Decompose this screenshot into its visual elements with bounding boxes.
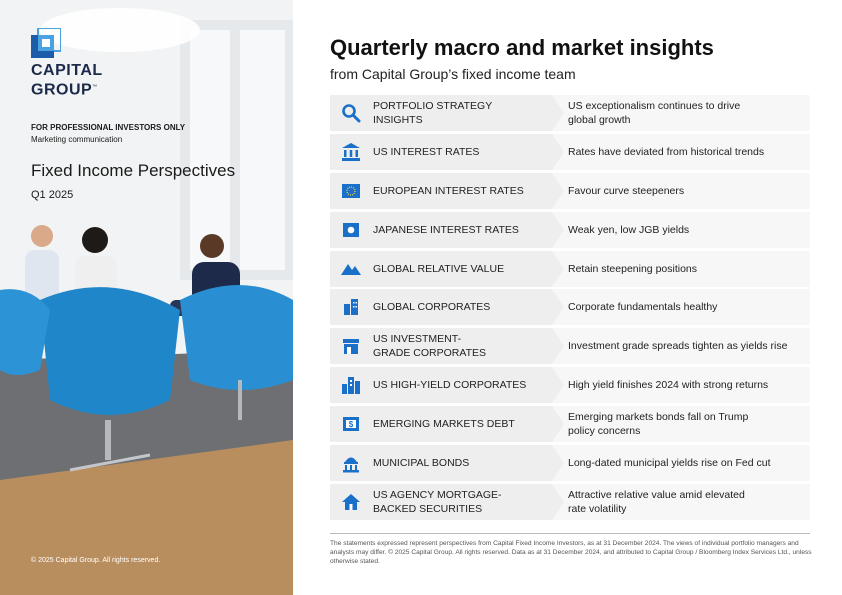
row-insight-cell	[552, 484, 810, 520]
row-label: US HIGH-YIELD CORPORATES	[373, 379, 527, 392]
insight-row-global-relative-value	[330, 251, 810, 287]
row-label: PORTFOLIO STRATEGY INSIGHTS	[373, 100, 493, 126]
row-label: EMERGING MARKETS DEBT	[373, 418, 515, 431]
row-insight-cell	[552, 406, 810, 442]
row-label-cell	[330, 328, 552, 364]
cover-panel	[0, 0, 293, 595]
trademark: ™	[92, 84, 98, 90]
insights-table	[330, 95, 810, 523]
row-insight-cell	[552, 95, 810, 131]
row-insight-cell	[552, 289, 810, 325]
insight-row-global-corporates	[330, 289, 810, 325]
insight-row-municipal-bonds	[330, 445, 810, 481]
eu-flag-icon	[341, 181, 361, 201]
row-label-cell	[330, 289, 552, 325]
capital-group-logo	[31, 28, 141, 98]
row-insight: Investment grade spreads tighten as yields rise	[568, 340, 788, 353]
row-label-cell	[330, 173, 552, 209]
row-insight-cell	[552, 445, 810, 481]
insight-row-us-investment-grade	[330, 328, 810, 364]
japan-flag-icon	[341, 220, 361, 240]
row-insight: High yield finishes 2024 with strong returns	[568, 379, 769, 392]
row-label: US INTEREST RATES	[373, 145, 480, 158]
row-label-cell	[330, 367, 552, 403]
insight-row-portfolio-strategy	[330, 95, 810, 131]
insight-row-us-interest-rates	[330, 134, 810, 170]
row-insight: Emerging markets bonds fall on Trump policy concerns	[568, 411, 749, 438]
magnifier-icon	[341, 103, 361, 123]
cover-copyright: © 2025 Capital Group. All rights reserved.	[31, 557, 161, 564]
bank-icon	[341, 142, 361, 162]
disclaimer-text: The statements expressed represent perspectives from Capital Fixed Income Investors, as at 31 December 2024. The views of individual portfolio managers and analysts may differ. © 2025 Capital Group. All rights reserved. Data as at 31 December 2024, and attributed to Capital Group / Bloomberg Index Services Ltd., unless otherwise stated.	[330, 540, 812, 565]
audience-label: FOR PROFESSIONAL INVESTORS ONLY	[31, 123, 186, 132]
logo-wordmark	[31, 62, 141, 98]
row-label-cell	[330, 445, 552, 481]
row-insight-cell	[552, 367, 810, 403]
row-label-cell	[330, 212, 552, 248]
row-label-cell	[330, 251, 552, 287]
insight-row-european-interest-rates	[330, 173, 810, 209]
insight-row-us-high-yield	[330, 367, 810, 403]
row-label: MUNICIPAL BONDS	[373, 457, 470, 470]
row-label-cell	[330, 95, 552, 131]
row-insight: Long-dated municipal yields rise on Fed cut	[568, 457, 771, 470]
insight-row-agency-mbs	[330, 484, 810, 520]
row-insight-cell	[552, 251, 810, 287]
capitol-icon	[341, 453, 361, 473]
insight-row-japanese-interest-rates	[330, 212, 810, 248]
banknote-icon	[341, 414, 361, 434]
row-label: JAPANESE INTEREST RATES	[373, 223, 519, 236]
logo-mark-icon	[31, 28, 61, 58]
row-insight: US exceptionalism continues to drive global growth	[568, 100, 741, 126]
row-label-cell	[330, 484, 552, 520]
buildings-icon	[341, 297, 361, 317]
document-title: Fixed Income Perspectives	[31, 161, 236, 180]
row-label: US AGENCY MORTGAGE- BACKED SECURITIES	[373, 488, 502, 515]
insight-row-emerging-markets	[330, 406, 810, 442]
row-insight-cell	[552, 134, 810, 170]
row-label-cell	[330, 134, 552, 170]
row-insight: Retain steepening positions	[568, 262, 698, 275]
row-insight: Weak yen, low JGB yields	[568, 223, 690, 236]
skyline-icon	[341, 375, 361, 395]
row-insight: Attractive relative value amid elevated rate volatility	[568, 488, 745, 515]
house-icon	[341, 492, 361, 512]
svg-text:$: $	[348, 420, 354, 430]
row-insight-cell	[552, 212, 810, 248]
logo-line-1: CAPITAL	[31, 62, 103, 79]
storefront-icon	[341, 336, 361, 356]
row-label: GLOBAL CORPORATES	[373, 301, 491, 314]
row-label: US INVESTMENT- GRADE CORPORATES	[373, 333, 486, 360]
row-label: EUROPEAN INTEREST RATES	[373, 184, 524, 197]
row-label-cell	[330, 406, 552, 442]
row-insight: Favour curve steepeners	[568, 184, 685, 197]
row-label: GLOBAL RELATIVE VALUE	[373, 262, 505, 275]
logo-line-2: GROUP™	[31, 81, 98, 99]
row-insight: Corporate fundamentals healthy	[568, 301, 718, 314]
page-title: Quarterly macro and market insights	[330, 35, 714, 60]
document-date: Q1 2025	[31, 189, 74, 201]
row-insight-cell	[552, 173, 810, 209]
row-insight: Rates have deviated from historical trends	[568, 145, 765, 158]
mountains-icon	[341, 259, 361, 279]
footer-divider	[330, 533, 810, 534]
page-subtitle: from Capital Group’s fixed income team	[330, 66, 576, 82]
row-insight-cell	[552, 328, 810, 364]
marketing-label: Marketing communication	[31, 135, 123, 144]
